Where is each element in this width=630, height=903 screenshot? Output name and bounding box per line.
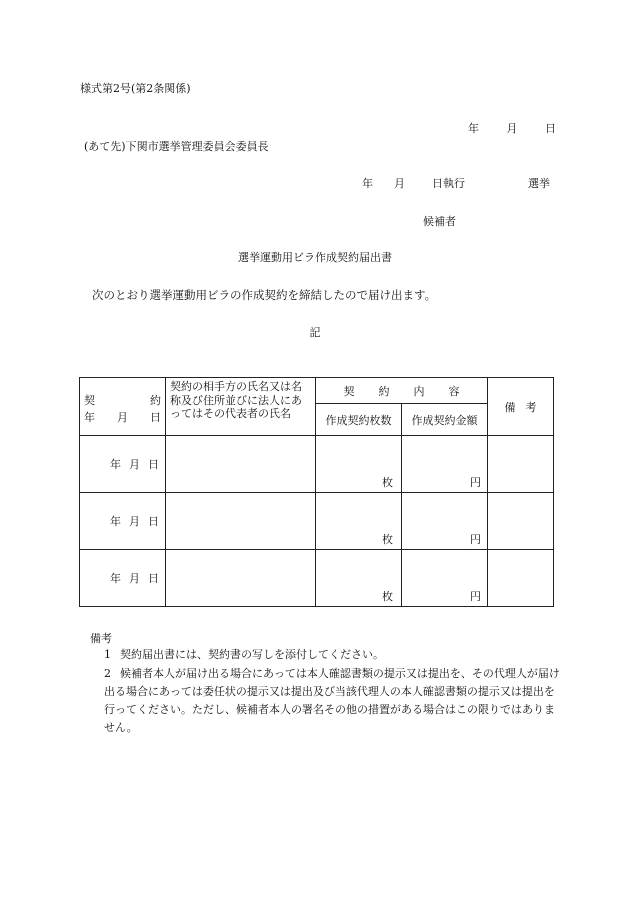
election-suffix: 選挙 [528,177,550,190]
contract-date-header-year: 年 [84,411,95,424]
row-year: 年 [110,572,121,585]
table-row [80,436,554,493]
amount-unit: 円 [470,590,481,603]
note-text: 候補者本人が届け出る場合にあっては本人確認書類の提示又は提出を、その代理人が届け出る場合にあっては委任状の提示又は提出及び当該代理人の本人確認書類の提示又は提出を行ってください。ただし、候補者本人の署名その他の措置がある場合はこの限りではありません。 [104,667,560,734]
amount-cell[interactable] [402,550,488,607]
contract-date-header [80,378,166,436]
counterparty-header: 契約の相手方の氏名又は名称及び住所並びに法人にあってはその代表者の氏名 [166,378,316,436]
date-day-label: 日 [545,122,556,135]
content-header-char-1: 契 [343,384,355,398]
count-cell[interactable] [316,550,402,607]
count-unit: 枚 [382,533,393,546]
form-number: 様式第2号(第2条関係) [80,82,191,95]
row-month: 月 [129,458,140,471]
amount-unit: 円 [470,476,481,489]
remarks-cell[interactable] [488,436,554,493]
remarks-cell[interactable] [488,550,554,607]
row-year: 年 [110,458,121,471]
addressee: (あて先)下関市選挙管理委員会委員長 [84,140,269,153]
counterparty-cell[interactable] [166,550,316,607]
contract-content-header [316,378,488,404]
date-year-label: 年 [468,122,479,135]
ki-label: 記 [309,326,321,339]
document-title: 選挙運動用ビラ作成契約届出書 [238,251,392,264]
table-row [80,493,554,550]
election-month-label: 月 [394,177,405,190]
row-month: 月 [129,515,140,528]
election-day-label: 日執行 [432,177,465,190]
row-day: 日 [148,515,159,528]
note-item [104,646,384,664]
contract-date-header-right: 約 [150,394,161,407]
intro-text: 次のとおり選挙運動用ビラの作成契約を締結したので届け出ます。 [92,288,437,302]
count-cell[interactable] [316,436,402,493]
counterparty-cell[interactable] [166,493,316,550]
amount-cell[interactable] [402,436,488,493]
election-year-label: 年 [362,177,373,190]
count-unit: 枚 [382,476,393,489]
note-number: 1 [104,648,111,661]
amount-header: 作成契約金額 [402,404,488,436]
count-cell[interactable] [316,493,402,550]
content-header-char-3: 内 [413,384,425,398]
counterparty-cell[interactable] [166,436,316,493]
election-line [362,175,550,191]
date-month-label: 月 [506,122,518,135]
contract-date-cell[interactable] [80,493,166,550]
notes-heading: 備考 [90,632,112,645]
contract-table [79,377,554,607]
content-header-char-4: 容 [448,384,460,398]
remarks-header-char-1: 備 [504,400,516,414]
candidate-label: 候補者 [423,215,456,228]
remarks-header-char-2: 考 [525,400,537,414]
contract-date-cell[interactable] [80,436,166,493]
note-item [104,665,562,737]
contract-date-header-left: 契 [84,394,95,407]
row-month: 月 [129,572,140,585]
row-year: 年 [110,515,121,528]
submission-date [468,120,556,136]
count-unit: 枚 [382,590,393,603]
amount-cell[interactable] [402,493,488,550]
contract-date-header-day: 日 [150,411,161,424]
content-header-char-2: 約 [378,384,390,398]
remarks-cell[interactable] [488,493,554,550]
note-text: 契約届出書には、契約書の写しを添付してください。 [120,648,384,661]
note-number: 2 [104,667,111,680]
row-day: 日 [148,458,159,471]
contract-date-cell[interactable] [80,550,166,607]
contract-date-header-month: 月 [117,411,128,424]
amount-unit: 円 [470,533,481,546]
row-day: 日 [148,572,159,585]
remarks-header [488,378,554,436]
table-row [80,550,554,607]
count-header: 作成契約枚数 [316,404,402,436]
